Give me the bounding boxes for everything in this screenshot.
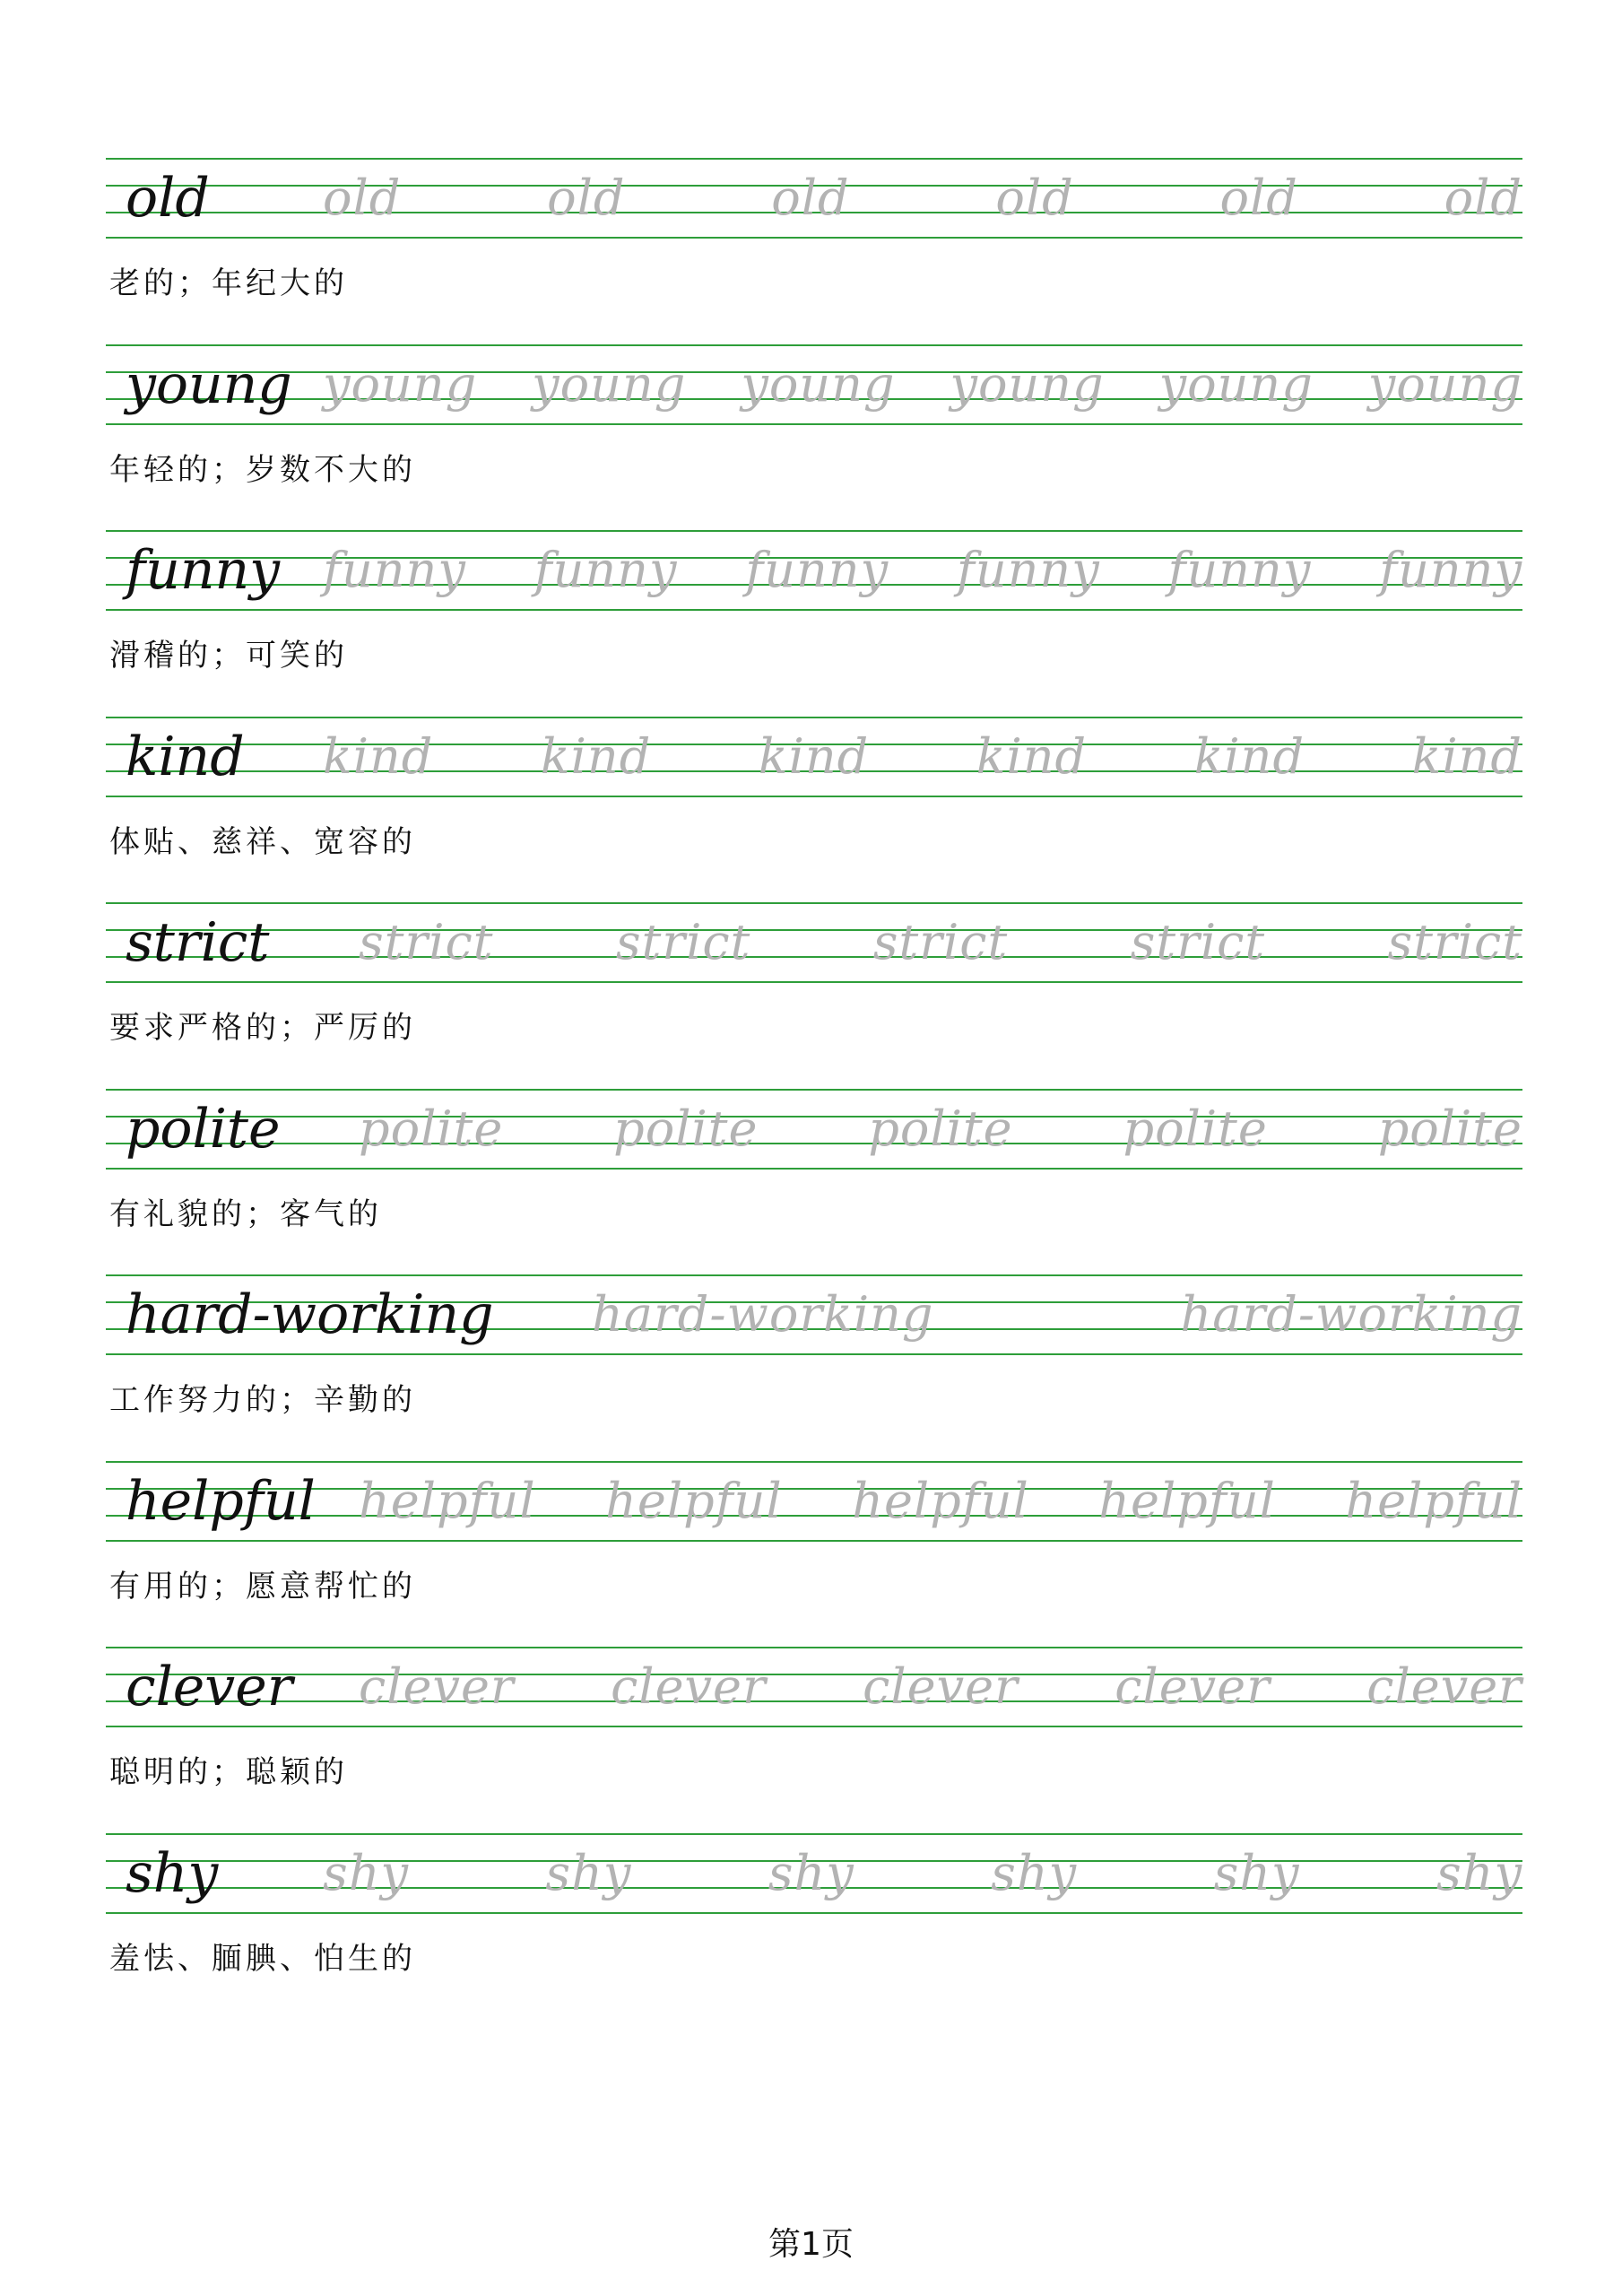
model-word: shy bbox=[126, 1842, 219, 1905]
trace-word: funny bbox=[745, 542, 889, 598]
trace-word: young bbox=[741, 356, 896, 413]
chinese-meaning: 滑稽的；可笑的 bbox=[109, 638, 348, 674]
trace-row bbox=[359, 1089, 1522, 1170]
trace-row bbox=[323, 158, 1522, 239]
trace-word: kind bbox=[540, 728, 652, 785]
trace-word: strict bbox=[872, 914, 1009, 970]
model-word: young bbox=[126, 353, 292, 416]
trace-row bbox=[592, 1274, 1522, 1355]
trace-word: funny bbox=[533, 542, 678, 598]
trace-word: clever bbox=[1366, 1658, 1522, 1715]
trace-word: strict bbox=[1387, 914, 1522, 970]
trace-row bbox=[359, 1461, 1522, 1542]
trace-row bbox=[323, 530, 1522, 611]
trace-word: clever bbox=[359, 1658, 515, 1715]
trace-word: funny bbox=[956, 542, 1100, 598]
trace-row bbox=[323, 344, 1522, 425]
trace-word: clever bbox=[1115, 1658, 1271, 1715]
trace-word: clever bbox=[611, 1658, 767, 1715]
trace-word: young bbox=[532, 356, 687, 413]
trace-word: shy bbox=[1213, 1845, 1300, 1901]
trace-word: helpful bbox=[852, 1473, 1029, 1529]
trace-word: strict bbox=[359, 914, 494, 970]
trace-word: polite bbox=[1123, 1100, 1268, 1157]
trace-word: old bbox=[323, 170, 402, 226]
trace-word: funny bbox=[1379, 542, 1522, 598]
model-word: helpful bbox=[126, 1470, 316, 1533]
trace-row bbox=[323, 717, 1522, 797]
trace-word: old bbox=[995, 170, 1074, 226]
model-word: funny bbox=[126, 539, 281, 602]
model-word: clever bbox=[126, 1656, 293, 1718]
trace-word: shy bbox=[768, 1845, 854, 1901]
trace-row bbox=[359, 1647, 1522, 1727]
model-word: polite bbox=[126, 1098, 281, 1161]
trace-word: old bbox=[771, 170, 850, 226]
trace-word: helpful bbox=[605, 1473, 783, 1529]
chinese-meaning: 工作努力的；辛勤的 bbox=[109, 1382, 416, 1418]
trace-word: helpful bbox=[359, 1473, 536, 1529]
chinese-meaning: 有用的；愿意帮忙的 bbox=[109, 1569, 416, 1605]
trace-word: polite bbox=[613, 1100, 759, 1157]
trace-word: kind bbox=[758, 728, 870, 785]
trace-word: shy bbox=[545, 1845, 632, 1901]
chinese-meaning: 有礼貌的；客气的 bbox=[109, 1196, 382, 1232]
trace-word: polite bbox=[868, 1100, 1013, 1157]
trace-word: young bbox=[1158, 356, 1314, 413]
model-word: kind bbox=[126, 726, 245, 788]
trace-word: young bbox=[323, 356, 478, 413]
trace-word: kind bbox=[1411, 728, 1522, 785]
trace-word: young bbox=[950, 356, 1105, 413]
trace-word: polite bbox=[1377, 1100, 1522, 1157]
trace-word: kind bbox=[1193, 728, 1305, 785]
trace-row bbox=[323, 1833, 1522, 1914]
chinese-meaning: 聪明的；聪颖的 bbox=[109, 1754, 348, 1790]
chinese-meaning: 老的；年纪大的 bbox=[109, 265, 348, 301]
model-word: strict bbox=[126, 911, 270, 974]
trace-row bbox=[359, 902, 1522, 983]
trace-word: funny bbox=[323, 542, 466, 598]
trace-word: young bbox=[1367, 356, 1522, 413]
chinese-meaning: 年轻的；岁数不大的 bbox=[109, 452, 416, 488]
trace-word: hard-working bbox=[592, 1286, 934, 1343]
trace-word: old bbox=[547, 170, 626, 226]
trace-word: kind bbox=[323, 728, 434, 785]
page-number: 第1页 bbox=[768, 2226, 854, 2263]
trace-word: shy bbox=[991, 1845, 1078, 1901]
trace-word: strict bbox=[1130, 914, 1266, 970]
trace-word: old bbox=[1219, 170, 1298, 226]
trace-word: shy bbox=[1436, 1845, 1522, 1901]
trace-word: helpful bbox=[1098, 1473, 1276, 1529]
trace-word: old bbox=[1444, 170, 1522, 226]
model-word: old bbox=[126, 167, 210, 230]
trace-word: polite bbox=[359, 1100, 504, 1157]
trace-word: clever bbox=[863, 1658, 1019, 1715]
trace-word: strict bbox=[615, 914, 751, 970]
model-word: hard-working bbox=[126, 1283, 494, 1346]
chinese-meaning: 羞怯、腼腆、怕生的 bbox=[109, 1941, 416, 1977]
trace-word: funny bbox=[1167, 542, 1312, 598]
trace-word: hard-working bbox=[1180, 1286, 1522, 1343]
trace-word: shy bbox=[323, 1845, 409, 1901]
chinese-meaning: 体贴、慈祥、宽容的 bbox=[109, 824, 416, 860]
trace-word: kind bbox=[976, 728, 1088, 785]
trace-word: helpful bbox=[1345, 1473, 1522, 1529]
chinese-meaning: 要求严格的；严厉的 bbox=[109, 1010, 416, 1046]
